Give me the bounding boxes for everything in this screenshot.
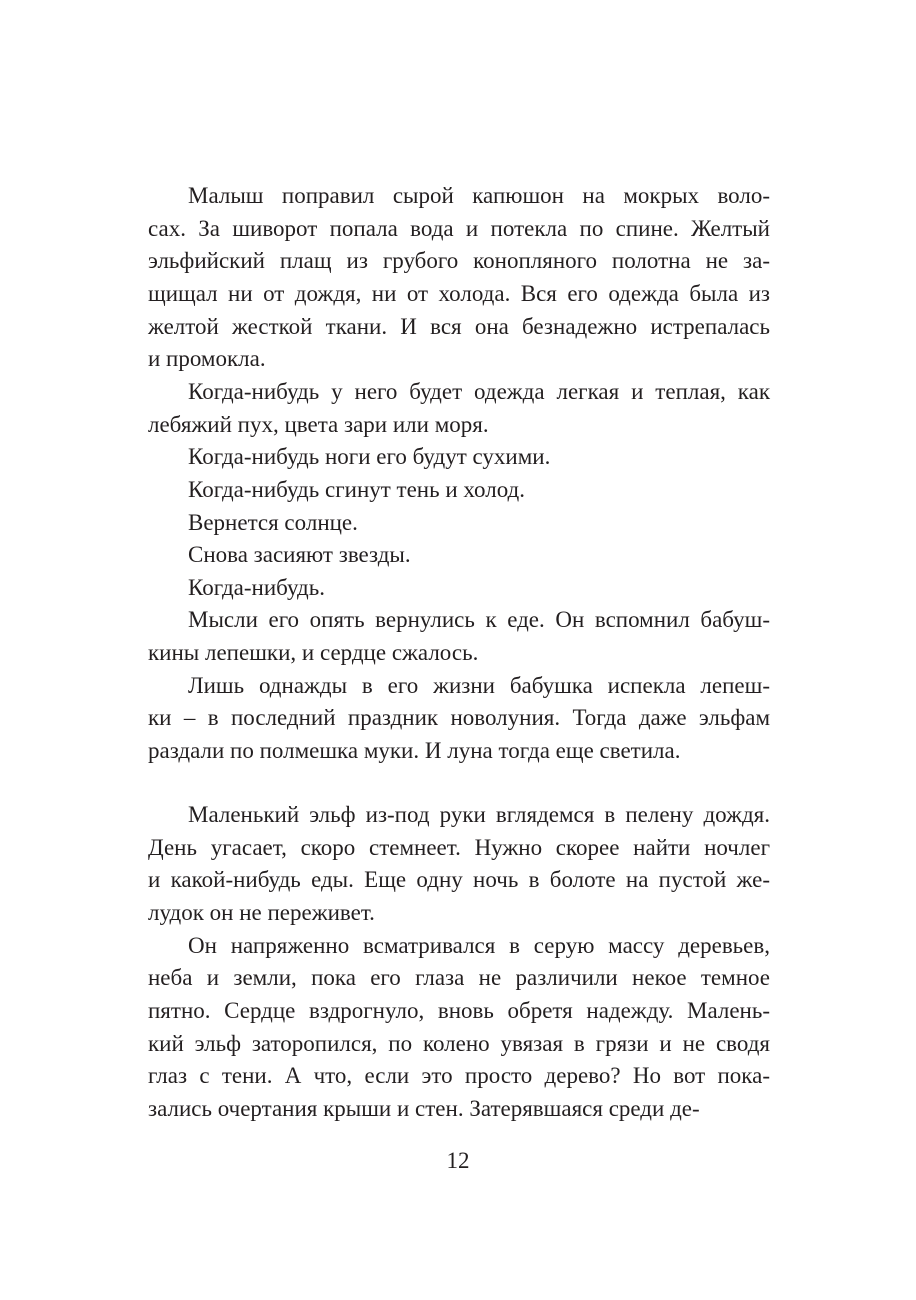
text-line: ки – в последний праздник новолуния. Тогда даже эльфам [148, 705, 770, 731]
text-line: эльфийский плащ из грубого конопляного полотна не за- [148, 248, 770, 274]
text-line: лудок он не переживет. [148, 899, 375, 925]
text-line: пятно. Сердце вздрогнуло, вновь обретя надежду. Малень- [148, 997, 770, 1023]
page-number: 12 [446, 1148, 470, 1173]
text-line: Когда-нибудь. [188, 574, 325, 600]
text-line: лебяжий пух, цвета зари или моря. [148, 411, 489, 437]
text-line: Маленький эльф из-под руки вглядемся в пелену дождя. [188, 802, 770, 827]
text-line: глаз с тени. А что, если это просто дерево? Но вот пока- [148, 1063, 770, 1089]
text-line: Малыш поправил сырой капюшон на мокрых воло- [188, 183, 770, 208]
text-line: кины лепешки, и сердце сжалось. [148, 640, 479, 666]
text-line: Когда-нибудь у него будет одежда легкая и теплая, как [188, 378, 770, 404]
text-line: и промокла. [148, 346, 266, 372]
text-line: День угасает, скоро стемнеет. Нужно скорее найти ночлег [148, 834, 770, 860]
text-line: и какой-нибудь еды. Еще одну ночь в болоте на пустой же- [148, 867, 770, 893]
text-line: Вернется солнце. [188, 509, 358, 535]
text-line: зались очертания крыши и стен. Затерявшаяся среди де- [148, 1095, 700, 1121]
text-line: щищал ни от дождя, ни от холода. Вся его одежда была из [148, 280, 770, 306]
text-line: раздали по полмешка муки. И луна тогда еще светила. [148, 738, 681, 764]
text-line: желтой жесткой ткани. И вся она безнадежно истрепалась [148, 313, 770, 339]
text-line: Когда-нибудь ноги его будут сухими. [188, 444, 551, 470]
text-line: Он напряженно всматривался в серую массу деревьев, [188, 932, 770, 958]
text-line: кий эльф заторопился, по колено увязая в грязи и не сводя [148, 1030, 770, 1056]
text-line: Когда-нибудь сгинут тень и холод. [188, 476, 526, 502]
text-line: Лишь однажды в его жизни бабушка испекла лепеш- [188, 672, 770, 698]
text-line: неба и земли, пока его глаза не различили некое темное [148, 965, 770, 991]
text-line: сах. За шиворот попала вода и потекла по спине. Желтый [148, 215, 770, 241]
text-line: Мысли его опять вернулись к еде. Он вспомнил бабуш- [188, 607, 770, 633]
text-line: Снова засияют звезды. [188, 542, 411, 568]
